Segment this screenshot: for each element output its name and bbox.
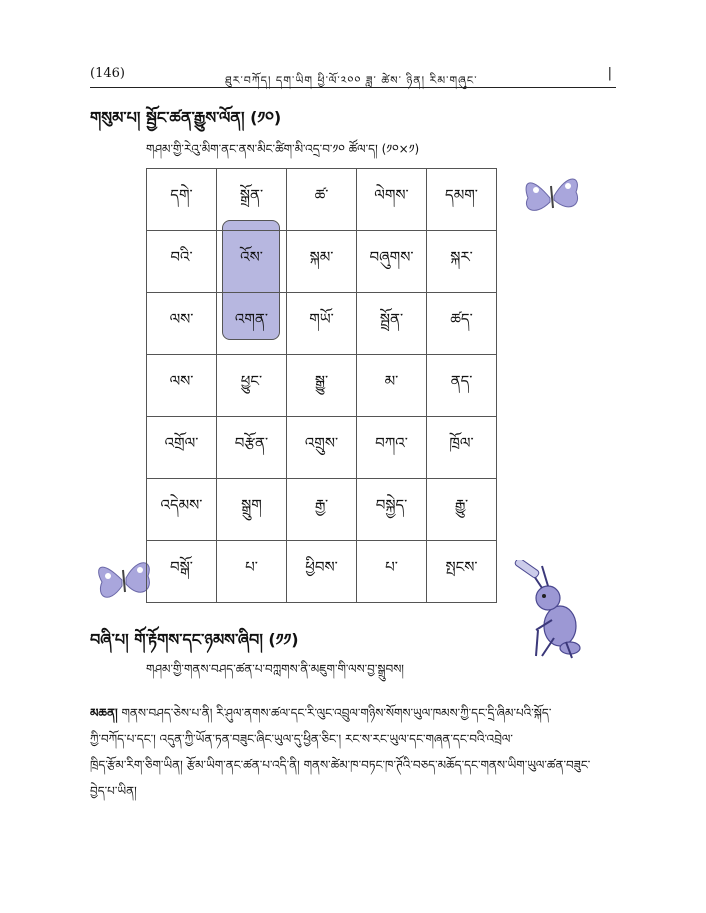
reading-label: མཆན། [90,706,118,720]
header-rule [90,87,616,88]
reading-passage [90,700,620,804]
grid-cell: བཀའ་ [357,417,427,479]
grid-cell: འདེམས་ [147,479,217,541]
grid-cell: དགེ་ [147,169,217,231]
grid-cell: སྒྲུག [217,479,287,541]
grid-cell: བསྒོ་ [147,541,217,603]
grid-cell: བསྐྱེད་ [357,479,427,541]
grid-cell: ལས་ [147,355,217,417]
reading-line: ཀྱི་བཀོད་པ་དང་། འདུན་ཀྱི་ཡོན་ཏན་བཟུང་ཞིང་ཡུལ་དུ་ཕྱིན་ཅིང་། རང་ས་རང་ཡུལ་དང་གཞན་དང་བའི་འབྲེལ་ [90,732,513,746]
grid-cell: ཚ་ [287,169,357,231]
grid-cell: བརྩོན་ [217,417,287,479]
grid-cell: དམག་ [427,169,497,231]
grid-cell: པ་ [357,541,427,603]
grid-cell: རྒྱ་ [287,479,357,541]
grid-cell: འགྲོལ་ [147,417,217,479]
grid-cell: འགྲུས་ [287,417,357,479]
grid-cell: མ་ [357,355,427,417]
page-header [90,66,616,86]
grid-cell: རྒྱུ་ [427,479,497,541]
reading-line: བྱེད་པ་ཡིན། [90,784,137,798]
grid-cell: སྒྱུ་ [287,355,357,417]
grid-cell: ཁྲོལ་ [427,417,497,479]
grid-cell: ཕྱིབས་ [287,541,357,603]
exercise-10-title: གསུམ་པ། སྦྱོང་ཚན་རྒྱུས་ལོན། (༡༠) [90,108,282,127]
exercise-10-instruction: གཤམ་གྱི་རེའུ་མིག་ནང་ནས་མིང་ཚིག་མི་འདྲ་བ་༡༠ ཚོལ་ད། (༡༠×༡) [146,142,420,156]
exercise-11-title: བཞི་པ། གོ་རྟོགས་དང་ཉམས་ཞིབ། (༡༡) [90,630,299,649]
grid-cell: ཚད་ [427,293,497,355]
grid-cell: བཞུགས་ [357,231,427,293]
grid-cell: སྐམ་ [287,231,357,293]
reading-line: མཆན། གནས་བཤད་ཅེས་པ་ནི། རི་ཤུལ་ནགས་ཚལ་དང་རི་ལུང་འབྲུལ་གཉིས་སོགས་ཡུལ་ཁམས་ཀྱི་དང་དྲི་ཞིམ་པའི་སྐོད་ [90,706,552,720]
running-title: ཐུར་བཀོད། དག་ཡིག ཕྱི་ལོ་༢༠༠ ཟླ་ ཚེས་ ཉིན། རིམ་གཞུང་ [225,74,478,87]
butterfly-icon [520,168,584,226]
grid-cell: སྤངས་ [427,541,497,603]
ant-mascot-icon [508,560,598,660]
grid-cell: བའི་ [147,231,217,293]
grid-row [147,355,497,417]
grid-cell: འོས་ [217,231,287,293]
grid-cell: འགན་ [217,293,287,355]
grid-cell: ཕྱུང་ [217,355,287,417]
grid-cell: ལས་ [147,293,217,355]
grid-cell: ལེགས་ [357,169,427,231]
grid-row [147,293,497,355]
grid-row [147,541,497,603]
grid-cell: སྐར་ [427,231,497,293]
grid-row [147,417,497,479]
grid-cell: པ་ [217,541,287,603]
grid-row [147,169,497,231]
header-end-bar: | [607,66,612,81]
grid-cell: སྦྲོན་ [357,293,427,355]
grid-cell: སྒྲོན་ [217,169,287,231]
grid-row [147,231,497,293]
page-number: (146) [90,66,125,81]
exercise-11-instruction: གཤམ་གྱི་གནས་བཤད་ཚན་པ་བཀླགས་ནི་མཇུག་གི་ལས་བྱ་སྒྲུབས། [146,662,404,676]
grid-cell: ནད་ [427,355,497,417]
grid-cell: གཡོ་ [287,293,357,355]
word-grid [146,168,497,603]
reading-line: ཁྲིད་རྩོམ་རིག་ཅིག་ཡིན། རྩོམ་ཡིག་ནང་ཚན་པ་འདི་ནི། གནས་ཚེམ་ཁ་བཏང་ཁ་ཊོའི་བཅད་མཆོད་དང་གནས་ཡིག་ཡུལ་ཚན་བཟུང་ [90,758,591,772]
grid-row [147,479,497,541]
